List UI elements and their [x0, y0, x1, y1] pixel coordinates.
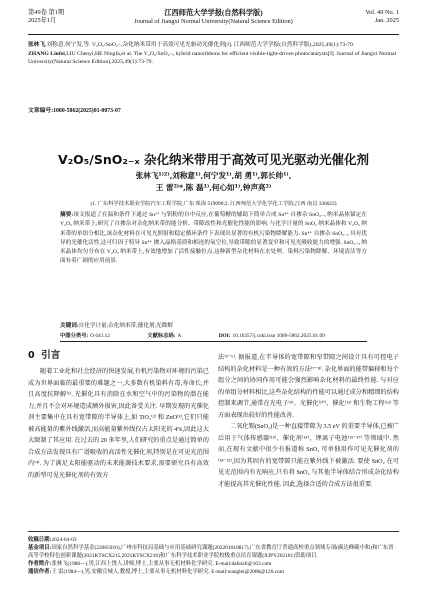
citation-block [28, 41, 399, 67]
body-column-right [218, 352, 399, 490]
received-date: 收稿日期:2024-04-03 [28, 537, 77, 543]
paragraph: 随着工业化和社会经济的快速发展,有机污染物对环境的污染已成为世界面临的最重要的难题之一,大多数有机染料有毒,寿命长,并且高度抗降解⁽¹⁾. 光催化具有消除在水和空气中的污染物的潜在能力,并且不会对环境造成额外损害,因此备受关注. 早期发现的光催化剂主要集中在具有宽带隙的半导体上,如 TiO₂⁽²⁾ 和 ZnO⁽³⁾,它们只能被高能量的紫外线激活,而高能量紫外线仅占太阳光的 4%,因此这大大限制了其应用. 在过去的 20 多年里,人们研究的重点是通过简单的合成方法发现具有广谱吸收的高活性光催化剂,特别是在可见光范围内⁽⁴⁾. 为了满足太阳能驱动的未来能源技术要求,需要研究具有高效的新型可见光催化剂的有效方 [28, 368, 209, 479]
abstract-label: 摘要: [60, 212, 74, 218]
article-number: 文章编号:1000-5862(2025)01-0073-07 [28, 108, 121, 114]
volume-issue-en: Vol. 49 No. 1 [365, 9, 399, 16]
journal-name-cn: 江西师范大学学报(自然科学版) [164, 9, 263, 17]
footnotes [28, 531, 399, 576]
section-number: 0 [28, 350, 35, 361]
date-cn: 2025年1月 [28, 17, 57, 25]
section-title: 引言 [41, 350, 61, 361]
abstract-text: 该文报道了在温和条件下通过 Sn²⁺ 与钒粉的自中反应,在葡萄糖的辅助下简单合成 Sn⁴⁺ 自掺杂 SnO₂₋ₓ 纳米晶体锚定在 V₂O₅ 纳米带上;研究了自掺杂对杂化纳米带的能分析、带隙改性和光催化性能的影响. 与化学计量的 SnO₂ 纳米晶体和 V₂O₅ 纳米带的单组分相比,该杂化材料在可见光照射和稳定循环条件下表现出显著的有机污染物降解能力. Sn⁴⁺ 自掺杂 SnO₂₋ₓ 具有优异的光催化活性,这可归因于特异 Sn⁴⁺ 掺入晶格基质和相连的氧空位,导致带隙的显著变窄和可见光吸收能力的增强. SnO₂₋ₓ 纳米晶体均匀分布在 V₂O₅ 纳米带上,有效地增加了活性接触位点,这种新型杂化材料在水处理、染料污染物降解、环境清洁等方面有着广阔的应用前景. [60, 212, 367, 265]
doi: DOI: 10.16357/j.cnki.issn 1000-5862.2025.01.09 [218, 333, 325, 339]
author-line-2: 王 雷²⁾*,陈 磊¹⁾,何心如¹⁾,钟声亮²⁾ [155, 183, 272, 192]
paper-title: V₂O₅/SnO₂₋ₓ 杂化纳米带用于高效可见光驱动光催化剂 [58, 152, 369, 167]
document-code: 文献标志码: A [147, 333, 182, 339]
abstract [60, 211, 367, 267]
affiliation: (1. 广东科学技术职业学院汽车工程学院,广东 珠海 519090;2. 江西师范大学化学化工学院,江西 南昌 330022) [90, 201, 337, 207]
author-line-1: 张林飞¹⁾²⁾,刘称意¹⁾,何宁发¹⁾,胡 勇¹⁾,郭长帅¹⁾, [135, 171, 292, 180]
author-bio: 作者简介:张林飞(1986—),男,江西上饶人,讲师,博士,主要从事无机材料化学研究. E-mail:dafeizll@163.com [28, 561, 272, 567]
keywords-label: 关键词: [60, 323, 79, 329]
journal-name-en: Journal of Jiangxi Normal University(Natural Science Edition) [134, 18, 293, 26]
paragraph: 法⁽⁵⁻⁶⁾. 据报道,在半导体的宽带隙和窄带隙之间设计具有可控电子结构的杂化材料是一种有效的方法⁽⁷⁻⁸⁾. 杂化界面的能带偏移和每个组分之间的协同作用可能会强烈影响杂化材料的最终性能. 与对应的单组分材料相比,这些杂化结构的性能可以通过成分和精细的结构控制来调节,通常在光电子⁽⁹⁾、光催化⁽¹⁰⁾、催化⁽¹¹⁾ 和生物工程⁽¹²⁾ 等方面表现出较好的性能改善. [218, 354, 399, 419]
citation-en: ZHANG Linfei,LIU Chenyi,HE Ningfa,et al. The V₂O₅/SnO₂₋ₓ hybrid nanoribbons for efficient visible-light-driven photocatalysts[J]. Journal of Jiangxi Normal University(Natural Science Edition),2025,49(1):73-79. [28, 50, 397, 66]
keywords-text: 自化学计量;杂化纳米带;催化剂;光降解 [78, 323, 173, 329]
corresponding-author: 通信作者:王 雷(1984—),男,安徽宣城人,教授,博士,主要从事无机材料化学研究. E-mail:wanglei@2006@126.com [28, 569, 284, 575]
keywords [60, 321, 367, 329]
volume-issue-cn: 第49卷 第1期 [28, 9, 65, 16]
journal-name [28, 9, 399, 27]
date-en: Jan. 2025 [374, 17, 399, 25]
abstract-divider [60, 341, 367, 342]
fund-info: 基金项目:国家自然科学基金(22065016),广州市科技局基础与应用基础研究课题(202201010817),广东省教育厅普通高校重点领域专项(碳达峰碳中和)和广东省高等学校特色创新课题(2021KTSCX215,2021KTSCX216)和广东科学技术职业学院校级重点培育课题(XJPY202101)资助项目. [28, 545, 394, 559]
section-heading [28, 347, 60, 361]
citation-cn: 张林飞,刘称意,何宁发,等. V₂O₅/SnO₂₋ₓ杂化纳米带用于高效可见光驱动光催化剂[J]. 江西师范大学学报(自然科学版),2025,49(1):73-79. [28, 42, 355, 48]
body-column-left [28, 366, 209, 481]
author-list [28, 170, 399, 194]
paragraph: 二氧化锡(SnO₂)是一种直接带隙为 3.5 eV 的重要半导体,已被广泛用于气体传感器⁽¹³⁾、催化剂⁽¹⁴⁾、锂离子电池⁽¹⁵⁻¹⁷⁾ 等领域中. 然而,在现有文献中很少有报道称 SnO₂ 可单独用作可见光催化剂的⁽¹⁸⁻²²⁾,因为其固有的宽带隙只能在紫外线下被激活. 要使 SnO₂ 在可见光范围内有光响应,只有将 SnO₂ 与其他半导体结合形成杂化结构才能提高其光催化性能. 因此,选择合适的合成方法很重要. [218, 423, 399, 488]
classification-line [60, 331, 367, 339]
running-header [28, 8, 399, 35]
issue-info-en [365, 9, 399, 26]
clc-number: 中图分类号: O 641.12 [60, 333, 110, 339]
